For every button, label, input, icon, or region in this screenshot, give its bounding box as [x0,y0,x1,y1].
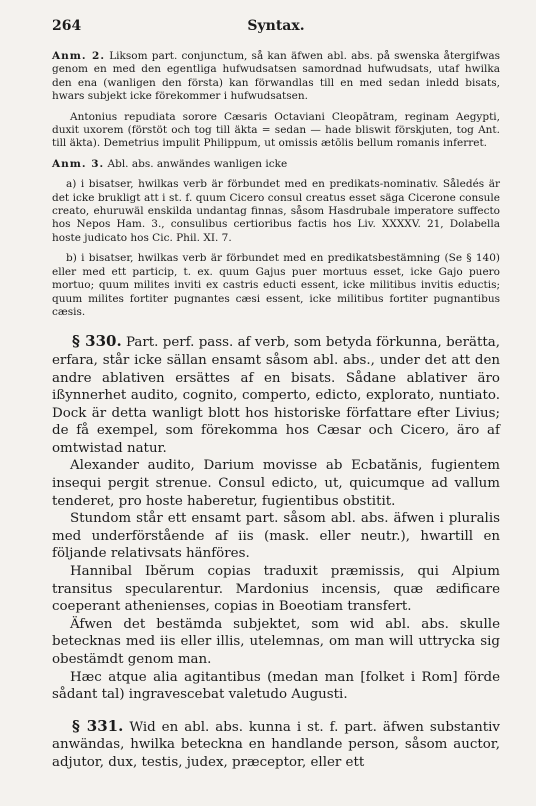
section-number: § 330. [72,332,122,351]
note-text: Abl. abs. anwändes wanligen icke [107,157,288,170]
section-text: Part. perf. pass. af verb, som betyda förkunna, berätta, erfara, står icke sällan ensamt såsom abl. abs., under det att den andre ablativen ersättes af en bisats. Sådane ablativer äro ißynnerhet audito, cognito, comperto, edicto, explorato, nuntiato. Dock är detta wanligt blott hos historiske författare efter Livius; de få exempel, som förekomma hos Cæsar och Cicero, äro af omtwistad natur. [52,335,500,456]
section-330 [52,333,500,457]
note-text: i bisatser, hwilkas verb är förbundet med en predikatsbestämning (Se § 140) eller med ett particip, t. ex. quum Gajus puer mortuus esset, icke Gajo puero mortuo; quum milites inviti ex castris educti essent, icke militibus invitis eductis; quum milites fortiter pugnantes cæsi essent, icke militibus fortiter pugnantibus cæsis. [52,252,500,318]
note-example [52,111,500,151]
note-text: Liksom part. conjunctum, så kan äfwen abl. abs. på swenska återgifwas genom en med den egentliga hufwudsatsen samordnad hufwudsats, utaf hwilka den ena (wanligen den första) kan förwandlas till en med sedan inledd bisats, hwars subjekt icke förekommer i hufwudsatsen. [52,50,500,103]
note-item-a [52,178,500,245]
note-item-b [52,252,500,319]
paragraph: Stundom står ett ensamt part. såsom abl. abs. äfwen i pluralis med underförstående af iis (mask. eller neutr.), hwartill en följande relativsats hänföres. [52,511,500,562]
page-number: 264 [52,18,82,34]
running-title: Syntax. [247,18,305,34]
section-331 [52,718,500,772]
note-label: Anm. 2. [52,50,106,62]
note-text: Antonius repudiata sorore Cæsaris Octaviani Cleopātram, reginam Aegypti, duxit uxorem (förstöt och tog till äkta = sedan — hade bliswit förskjuten, tog Ant. till äkta). Demetrius impulit Philippum, ut omissis ætōlis bellum romanis inferret. [52,110,500,150]
paragraph: Alexander audito, Darium movisse ab Ecbatănis, fugientem insequi pergit strenue. Consul edicto, ut, quicumque ad vallum tenderet, pro hoste haberetur, fugientibus obstitit. [52,458,500,509]
paragraph: Hæc atque alia agitantibus (medan man [folket i Rom] förde sådant tal) ingravescebat valetudo Augusti. [52,669,500,703]
note-label: a) [66,178,77,191]
paragraph: Hannibal Ibĕrum copias traduxit præmissis, qui Alpium transitus specularentur. Mardonius incensis, quæ ædificare coeperant athenienses, copias in Boeotiam transfert. [52,564,500,615]
note-anm-2 [52,50,500,104]
note-text: i bisatser, hwilkas verb är förbundet med en predikats-nominativ. Såledés är det icke brukligt att i st. f. quum Cicero consul creatus esset säga Cicerone consule creato, ehuruwäl enskilda undantag finnas, såsom Hasdrubale imperatore suffecto hos Nepos Ham. 3., consulibus certioribus factis hos Liv. XXXXV. 21, Dolabella hoste judicato hos Cic. Phil. XI. 7. [52,178,500,244]
note-anm-3 [52,158,500,171]
note-label: b) [66,252,77,265]
section-number: § 331. [72,716,124,735]
paragraph: Äfwen det bestämda subjektet, som wid abl. abs. skulle betecknas med iis eller illis, utelemnas, om man will uttrycka sig obestämdt genom man. [52,616,500,667]
note-label: Anm. 3. [52,157,105,170]
page-header [52,18,500,40]
section-text: Wid en abl. abs. kunna i st. f. part. äfwen substantiv anwändas, hwilka beteckna en handlande person, såsom auctor, adjutor, dux, testis, judex, præceptor, eller ett [52,719,500,770]
